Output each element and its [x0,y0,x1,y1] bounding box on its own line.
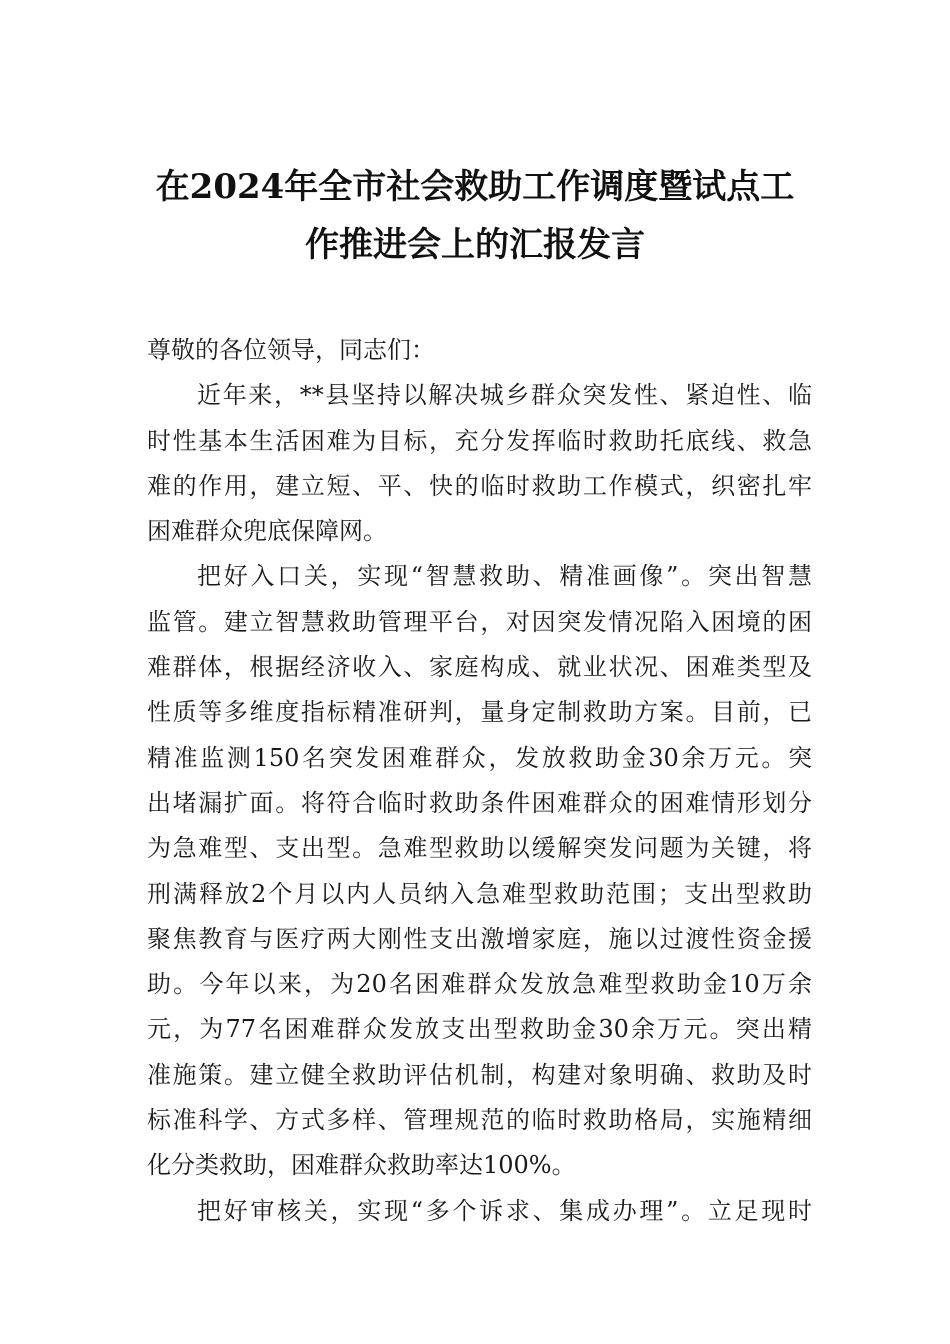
title-line-1: 在2024年全市社会救助工作调度暨试点工 [155,167,795,207]
paragraph-line: 为急难型、支出型。急难型救助以缓解突发问题为关键，将 [147,834,812,863]
paragraph-line: 刑满释放2个月以内人员纳入急难型救助范围；支出型救助 [147,879,812,908]
paragraph-line: 近年来，**县坚持以解决城乡群众突发性、紧迫性、临 [197,381,812,410]
paragraph-review-gate [147,1189,812,1234]
paragraph-line: 把好入口关，实现“智慧救助、精准画像”。突出智慧 [197,562,812,591]
document-title [140,158,810,274]
title-line-2: 作推进会上的汇报发言 [305,225,645,265]
paragraph-line: 出堵漏扩面。将符合临时救助条件困难群众的困难情形划分 [147,788,812,817]
salutation-line: 尊敬的各位领导，同志们： [147,336,435,364]
paragraph-line: 把好审核关，实现“多个诉求、集成办理”。立足现时 [197,1196,812,1225]
paragraph-intro [147,373,812,554]
paragraph-line: 难群体，根据经济收入、家庭构成、就业状况、困难类型及 [147,653,812,682]
paragraph-line: 标准科学、方式多样、管理规范的临时救助格局，实施精细 [147,1106,812,1135]
paragraph-line: 精准监测150名突发困难群众，发放救助金30余万元。突 [147,743,812,772]
paragraph-line: 元，为77名困难群众发放支出型救助金30余万元。突出精 [147,1015,812,1044]
paragraph-line: 化分类救助，困难群众救助率达100%。 [147,1151,576,1180]
paragraph-line: 困难群众兜底保障网。 [147,517,387,546]
paragraph-line: 性质等多维度指标精准研判，量身定制救助方案。目前，已 [147,698,812,727]
paragraph-line: 时性基本生活困难为目标，充分发挥临时救助托底线、救急 [147,426,812,455]
paragraph-line: 准施策。建立健全救助评估机制，构建对象明确、救助及时 [147,1060,812,1089]
paragraph-entry-gate [147,554,812,1188]
salutation [147,328,812,373]
paragraph-line: 难的作用，建立短、平、快的临时救助工作模式，织密扎牢 [147,471,812,500]
paragraph-line: 聚焦教育与医疗两大刚性支出激增家庭，施以过渡性资金援 [147,924,812,953]
paragraph-line: 助。今年以来，为20名困难群众发放急难型救助金10万余 [147,970,812,999]
document-body [147,328,812,1234]
paragraph-line: 监管。建立智慧救助管理平台，对因突发情况陷入困境的困 [147,607,812,636]
